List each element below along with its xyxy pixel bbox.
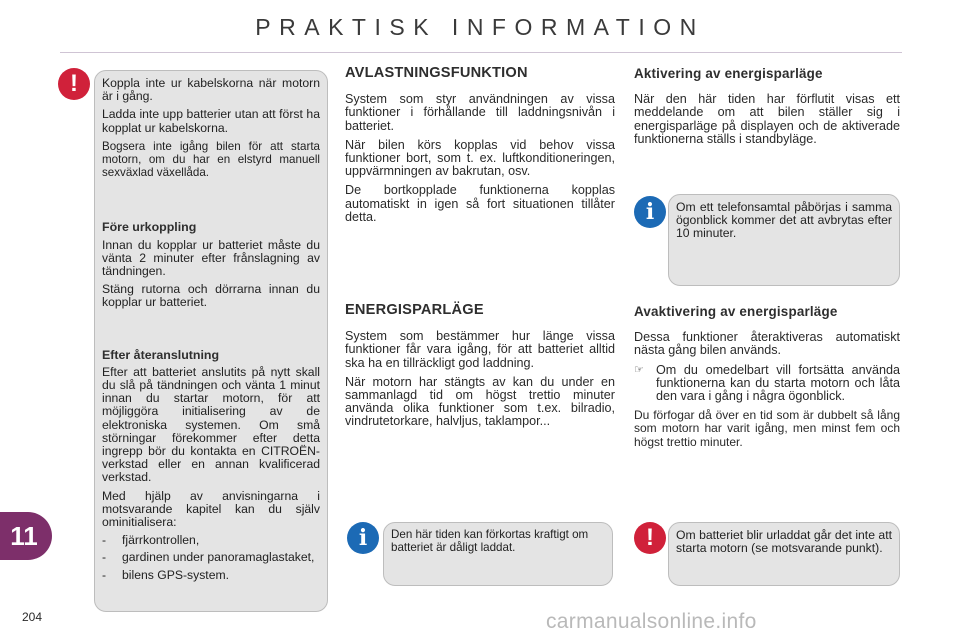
note-text: Om batteriet blir urladdat går det inte att starta motorn (se motsvarande punkt). <box>676 528 892 556</box>
battery-warning-box <box>94 70 328 612</box>
section-title: Avaktivering av energisparläge <box>634 304 838 319</box>
warning-text: Bogsera inte igång bilen för att starta motorn, om du har en elstyrd manuell sexväxlad växellåda. <box>102 139 320 180</box>
paragraph: När motorn har stängts av kan du under en sammanlagd tid om högst trettio minuter använda olika funktioner som t.ex. bilradio, vindrutetorkare, halvljus, taklampor... <box>345 374 615 429</box>
info-note-short-time <box>383 522 613 586</box>
warning-note-discharged <box>668 522 900 586</box>
avaktivering-section <box>634 305 900 455</box>
section-title: AVLASTNINGSFUNKTION <box>345 65 528 81</box>
reinit-list <box>102 534 320 582</box>
paragraph: När bilen körs kopplas vid behov vissa funktioner bort, som t. ex. luftkonditioneringen, uppvärmningen av bakrutan, osv. <box>345 137 615 179</box>
info-note-phone-call <box>668 194 900 286</box>
paragraph: System som bestämmer hur länge vissa funktioner får vara igång, för att batteriet alltid ska ha en tillräckligt god laddning. <box>345 329 615 370</box>
watermark: carmanualsonline.info <box>546 610 757 633</box>
section-heading: Före urkoppling <box>102 220 197 235</box>
list-item-text: Om du omedelbart vill fortsätta använda funktionerna kan du starta motorn och låta den vara i gång i några ögonblick. <box>656 362 900 404</box>
section-text: Stäng rutorna och dörrarna innan du kopplar ur batteriet. <box>102 282 320 310</box>
list-item: - fjärrkontrollen, <box>102 534 320 547</box>
section-heading: Efter återanslutning <box>102 347 220 362</box>
section-text: Efter att batteriet anslutits på nytt skall du slå på tändningen och vänta 1 minut innan du startar motorn, för att möjliggöra initialisering av de elektroniska systemen. Om små störningar förekommer efter detta ingrepp bör du kontakta en CITROËN-verkstad eller en annan kvalificerad verkstad. <box>102 364 320 485</box>
avlastning-section <box>345 67 615 230</box>
page-title: PRAKTISK INFORMATION <box>255 14 705 40</box>
note-text: Om ett telefonsamtal påbörjas i samma ögonblick kommer det att avbrytas efter 10 minuter. <box>676 200 892 241</box>
paragraph: De bortkopplade funktionerna kopplas automatiskt in igen så fort situationen tillåter detta. <box>345 183 615 224</box>
info-icon: i <box>634 196 666 228</box>
paragraph: När den här tiden har förflutit visas ett meddelande om att bilen ställer sig i energisparläge på displayen och de aktiverade funktionerna ställs i standbyläge. <box>634 92 900 146</box>
paragraph: System som styr användningen av vissa funktioner i förhållande till laddningsnivån i batteriet. <box>345 92 615 133</box>
avaktivering-list <box>634 364 900 404</box>
warning-text: Ladda inte upp batterier utan att först ha kopplat ur kabelskorna. <box>102 107 320 135</box>
chapter-tab: 11 <box>0 512 52 560</box>
warning-icon: ! <box>58 68 90 100</box>
list-item: - gardinen under panoramaglastaket, <box>102 551 320 564</box>
list-item <box>634 364 900 404</box>
section-text: Med hjälp av anvisningarna i motsvarande kapitel kan du själv ominitialisera: <box>102 488 320 530</box>
section-title: ENERGISPARLÄGE <box>345 302 484 318</box>
page-number: 204 <box>22 610 43 624</box>
warning-text: Koppla inte ur kabelskorna när motorn är i gång. <box>102 76 320 104</box>
paragraph: Du förfogar då över en tid som är dubbelt så lång som motorn har varit igång, men minst fem och högst trettio minuter. <box>634 408 900 449</box>
pointing-hand-icon: ☞ <box>634 363 644 376</box>
aktivering-section <box>634 67 900 152</box>
paragraph: Dessa funktioner återaktiveras automatiskt nästa gång bilen används. <box>634 330 900 358</box>
note-text: Den här tiden kan förkortas kraftigt om batteriet är dåligt laddat. <box>391 528 589 554</box>
header-divider <box>60 52 902 53</box>
section-text: Innan du kopplar ur batteriet måste du vänta 2 minuter efter frånslagning av tändningen. <box>102 237 320 279</box>
energisparlage-section <box>345 304 615 435</box>
warning-icon: ! <box>634 522 666 554</box>
section-title: Aktivering av energisparläge <box>634 66 823 81</box>
list-item: - bilens GPS-system. <box>102 569 320 582</box>
info-icon: i <box>347 522 379 554</box>
